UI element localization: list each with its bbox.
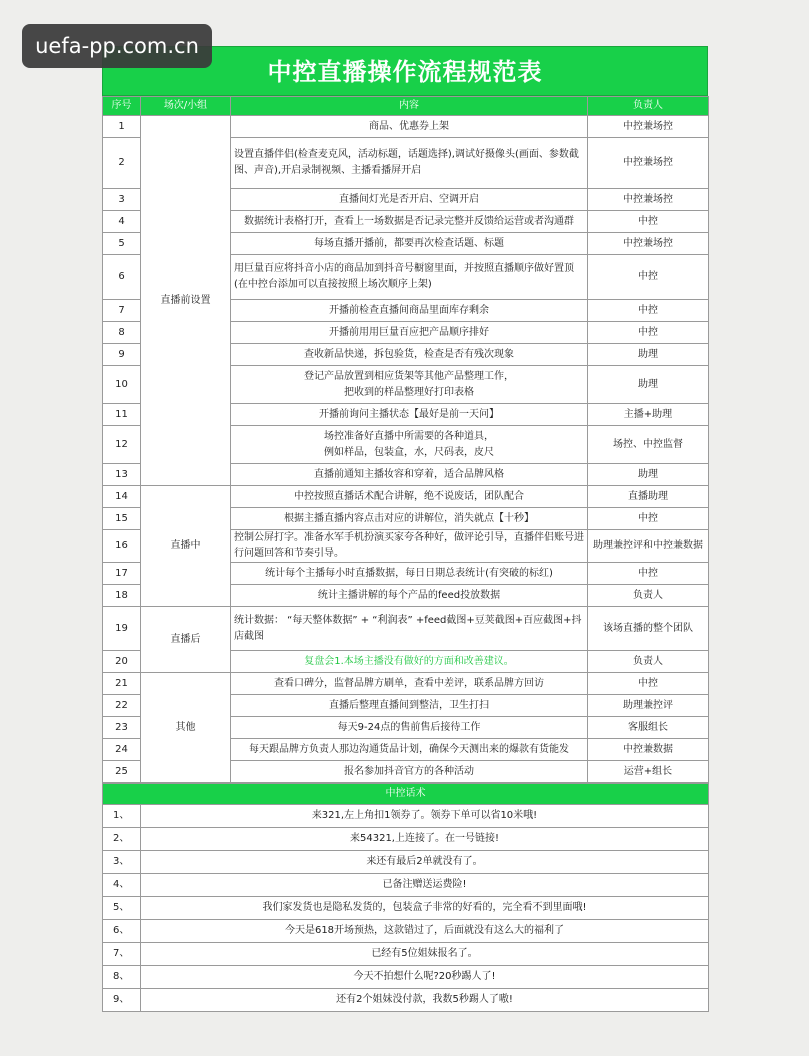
- row-number: 22: [103, 695, 141, 717]
- process-table: [102, 96, 709, 783]
- header-owner: 负责人: [588, 97, 709, 116]
- row-owner: 中控: [588, 563, 709, 585]
- row-content: 开播前检查直播间商品里面库存剩余: [231, 300, 588, 322]
- row-content: 控制公屏打字。准备水军手机扮演买家夸各种好，做评论引导，直播伴侣账号进行问题回答和节奏引导。: [231, 530, 588, 563]
- table-row: [103, 116, 709, 138]
- header-no: 序号: [103, 97, 141, 116]
- script-row: [103, 851, 709, 874]
- row-number: 6: [103, 255, 141, 300]
- row-number: 13: [103, 464, 141, 486]
- script-row: [103, 874, 709, 897]
- script-row: [103, 943, 709, 966]
- phase-group-cell: 直播前设置: [141, 116, 231, 486]
- row-number: 15: [103, 508, 141, 530]
- row-content: 复盘会1.本场主播没有做好的方面和改善建议。: [231, 651, 588, 673]
- row-owner: 运营+组长: [588, 761, 709, 783]
- header-phase: 场次/小组: [141, 97, 231, 116]
- phase-group-cell: 直播后: [141, 607, 231, 673]
- row-number: 20: [103, 651, 141, 673]
- row-number: 17: [103, 563, 141, 585]
- script-number: 6、: [103, 920, 141, 943]
- script-row: [103, 966, 709, 989]
- row-owner: 中控: [588, 673, 709, 695]
- row-owner: 中控兼场控: [588, 138, 709, 189]
- row-number: 21: [103, 673, 141, 695]
- row-content: 场控准备好直播中所需要的各种道具， 例如样品，包装盒，水，尺码表，皮尺: [231, 426, 588, 464]
- script-text: 今天不拍想什么呢?20秒踢人了!: [141, 966, 709, 989]
- row-owner: 助理兼控评: [588, 695, 709, 717]
- row-number: 18: [103, 585, 141, 607]
- row-number: 23: [103, 717, 141, 739]
- table-row: [103, 486, 709, 508]
- row-content: 每场直播开播前，都要再次检查话题、标题: [231, 233, 588, 255]
- script-number: 3、: [103, 851, 141, 874]
- script-section-title: 中控话术: [103, 784, 709, 805]
- row-content: 开播前用用巨量百应把产品顺序排好: [231, 322, 588, 344]
- row-content: 商品、优惠券上架: [231, 116, 588, 138]
- row-number: 16: [103, 530, 141, 563]
- row-content: 中控按照直播话术配合讲解，绝不说废话，团队配合: [231, 486, 588, 508]
- row-number: 10: [103, 366, 141, 404]
- row-owner: 中控: [588, 255, 709, 300]
- row-number: 14: [103, 486, 141, 508]
- row-number: 1: [103, 116, 141, 138]
- row-content: 直播前通知主播妆容和穿着，适合品牌风格: [231, 464, 588, 486]
- row-owner: 中控兼场控: [588, 233, 709, 255]
- row-owner: 负责人: [588, 651, 709, 673]
- script-text: 我们家发货也是隐私发货的，包装盒子非常的好看的，完全看不到里面哦!: [141, 897, 709, 920]
- row-owner: 助理: [588, 366, 709, 404]
- script-number: 8、: [103, 966, 141, 989]
- table-header-row: [103, 97, 709, 116]
- table-row: [103, 673, 709, 695]
- row-content: 每天跟品牌方负责人那边沟通货品计划，确保今天测出来的爆款有货能发: [231, 739, 588, 761]
- row-content: 设置直播伴侣(检查麦克风，活动标题，话题选择),调试好摄像头(画面、参数截图、声音),开启录制视频、主播看播屏开启: [231, 138, 588, 189]
- row-owner: 客服组长: [588, 717, 709, 739]
- script-text: 今天是618开场预热，这款错过了，后面就没有这么大的福利了: [141, 920, 709, 943]
- row-content: 查看口碑分，监督品牌方刷单，查看中差评，联系品牌方回访: [231, 673, 588, 695]
- watermark-badge: uefa-pp.com.cn: [22, 24, 212, 68]
- row-content: 开播前询问主播状态【最好是前一天问】: [231, 404, 588, 426]
- row-owner: 中控: [588, 211, 709, 233]
- phase-group-cell: 其他: [141, 673, 231, 783]
- row-owner: 中控兼场控: [588, 189, 709, 211]
- script-table: [102, 783, 709, 1012]
- script-text: 还有2个姐妹没付款，我数5秒踢人了嗷!: [141, 989, 709, 1012]
- script-text: 已备注赠送运费险!: [141, 874, 709, 897]
- row-number: 19: [103, 607, 141, 651]
- row-owner: 中控: [588, 322, 709, 344]
- row-number: 8: [103, 322, 141, 344]
- script-row: [103, 805, 709, 828]
- script-row: [103, 920, 709, 943]
- row-number: 25: [103, 761, 141, 783]
- script-number: 2、: [103, 828, 141, 851]
- row-owner: 该场直播的整个团队: [588, 607, 709, 651]
- script-row: [103, 897, 709, 920]
- row-number: 5: [103, 233, 141, 255]
- script-number: 7、: [103, 943, 141, 966]
- row-owner: 助理: [588, 344, 709, 366]
- row-number: 2: [103, 138, 141, 189]
- phase-group-cell: 直播中: [141, 486, 231, 607]
- script-text: 来还有最后2单就没有了。: [141, 851, 709, 874]
- row-owner: 中控兼场控: [588, 116, 709, 138]
- sheet-title: 中控直播操作流程规范表: [102, 46, 708, 96]
- row-content: 报名参加抖音官方的各种活动: [231, 761, 588, 783]
- row-content: 统计每个主播每小时直播数据，每日日期总表统计(有突破的标红): [231, 563, 588, 585]
- row-owner: 助理: [588, 464, 709, 486]
- row-number: 4: [103, 211, 141, 233]
- script-row: [103, 828, 709, 851]
- row-owner: 中控: [588, 300, 709, 322]
- script-section-header: [103, 784, 709, 805]
- row-owner: 负责人: [588, 585, 709, 607]
- script-text: 来54321,上连接了。在一号链接!: [141, 828, 709, 851]
- script-text: 已经有5位姐妹报名了。: [141, 943, 709, 966]
- script-number: 1、: [103, 805, 141, 828]
- script-text: 来321,左上角扣1领券了。领券下单可以省10米哦!: [141, 805, 709, 828]
- script-number: 4、: [103, 874, 141, 897]
- row-content: 根据主播直播内容点击对应的讲解位，消失就点【十秒】: [231, 508, 588, 530]
- row-content: 统计数据： “每天整体数据” + “利润表” +feed截图+豆荚截图+百应截图+抖店截图: [231, 607, 588, 651]
- row-content: 直播后整理直播间到整洁，卫生打扫: [231, 695, 588, 717]
- row-owner: 主播+助理: [588, 404, 709, 426]
- row-content: 登记产品放置到相应货架等其他产品整理工作， 把收到的样品整理好打印表格: [231, 366, 588, 404]
- row-number: 3: [103, 189, 141, 211]
- row-content: 统计主播讲解的每个产品的feed投放数据: [231, 585, 588, 607]
- row-owner: 中控: [588, 508, 709, 530]
- row-content: 直播间灯光是否开启、空调开启: [231, 189, 588, 211]
- row-content: 查收新品快递，拆包验货，检查是否有残次现象: [231, 344, 588, 366]
- row-number: 11: [103, 404, 141, 426]
- row-content: 每天9-24点的售前售后接待工作: [231, 717, 588, 739]
- row-owner: 直播助理: [588, 486, 709, 508]
- table-row: [103, 607, 709, 651]
- header-content: 内容: [231, 97, 588, 116]
- process-sheet: [102, 46, 708, 1012]
- script-number: 9、: [103, 989, 141, 1012]
- row-owner: 助理兼控评和中控兼数据: [588, 530, 709, 563]
- script-number: 5、: [103, 897, 141, 920]
- row-number: 12: [103, 426, 141, 464]
- row-owner: 场控、中控监督: [588, 426, 709, 464]
- row-content: 数据统计表格打开，查看上一场数据是否记录完整并反馈给运营或者沟通群: [231, 211, 588, 233]
- row-number: 7: [103, 300, 141, 322]
- row-content: 用巨量百应将抖音小店的商品加到抖音号橱窗里面，并按照直播顺序做好置顶(在中控台添加可以直接按照上场次顺序上架): [231, 255, 588, 300]
- row-number: 9: [103, 344, 141, 366]
- row-number: 24: [103, 739, 141, 761]
- script-row: [103, 989, 709, 1012]
- row-owner: 中控兼数据: [588, 739, 709, 761]
